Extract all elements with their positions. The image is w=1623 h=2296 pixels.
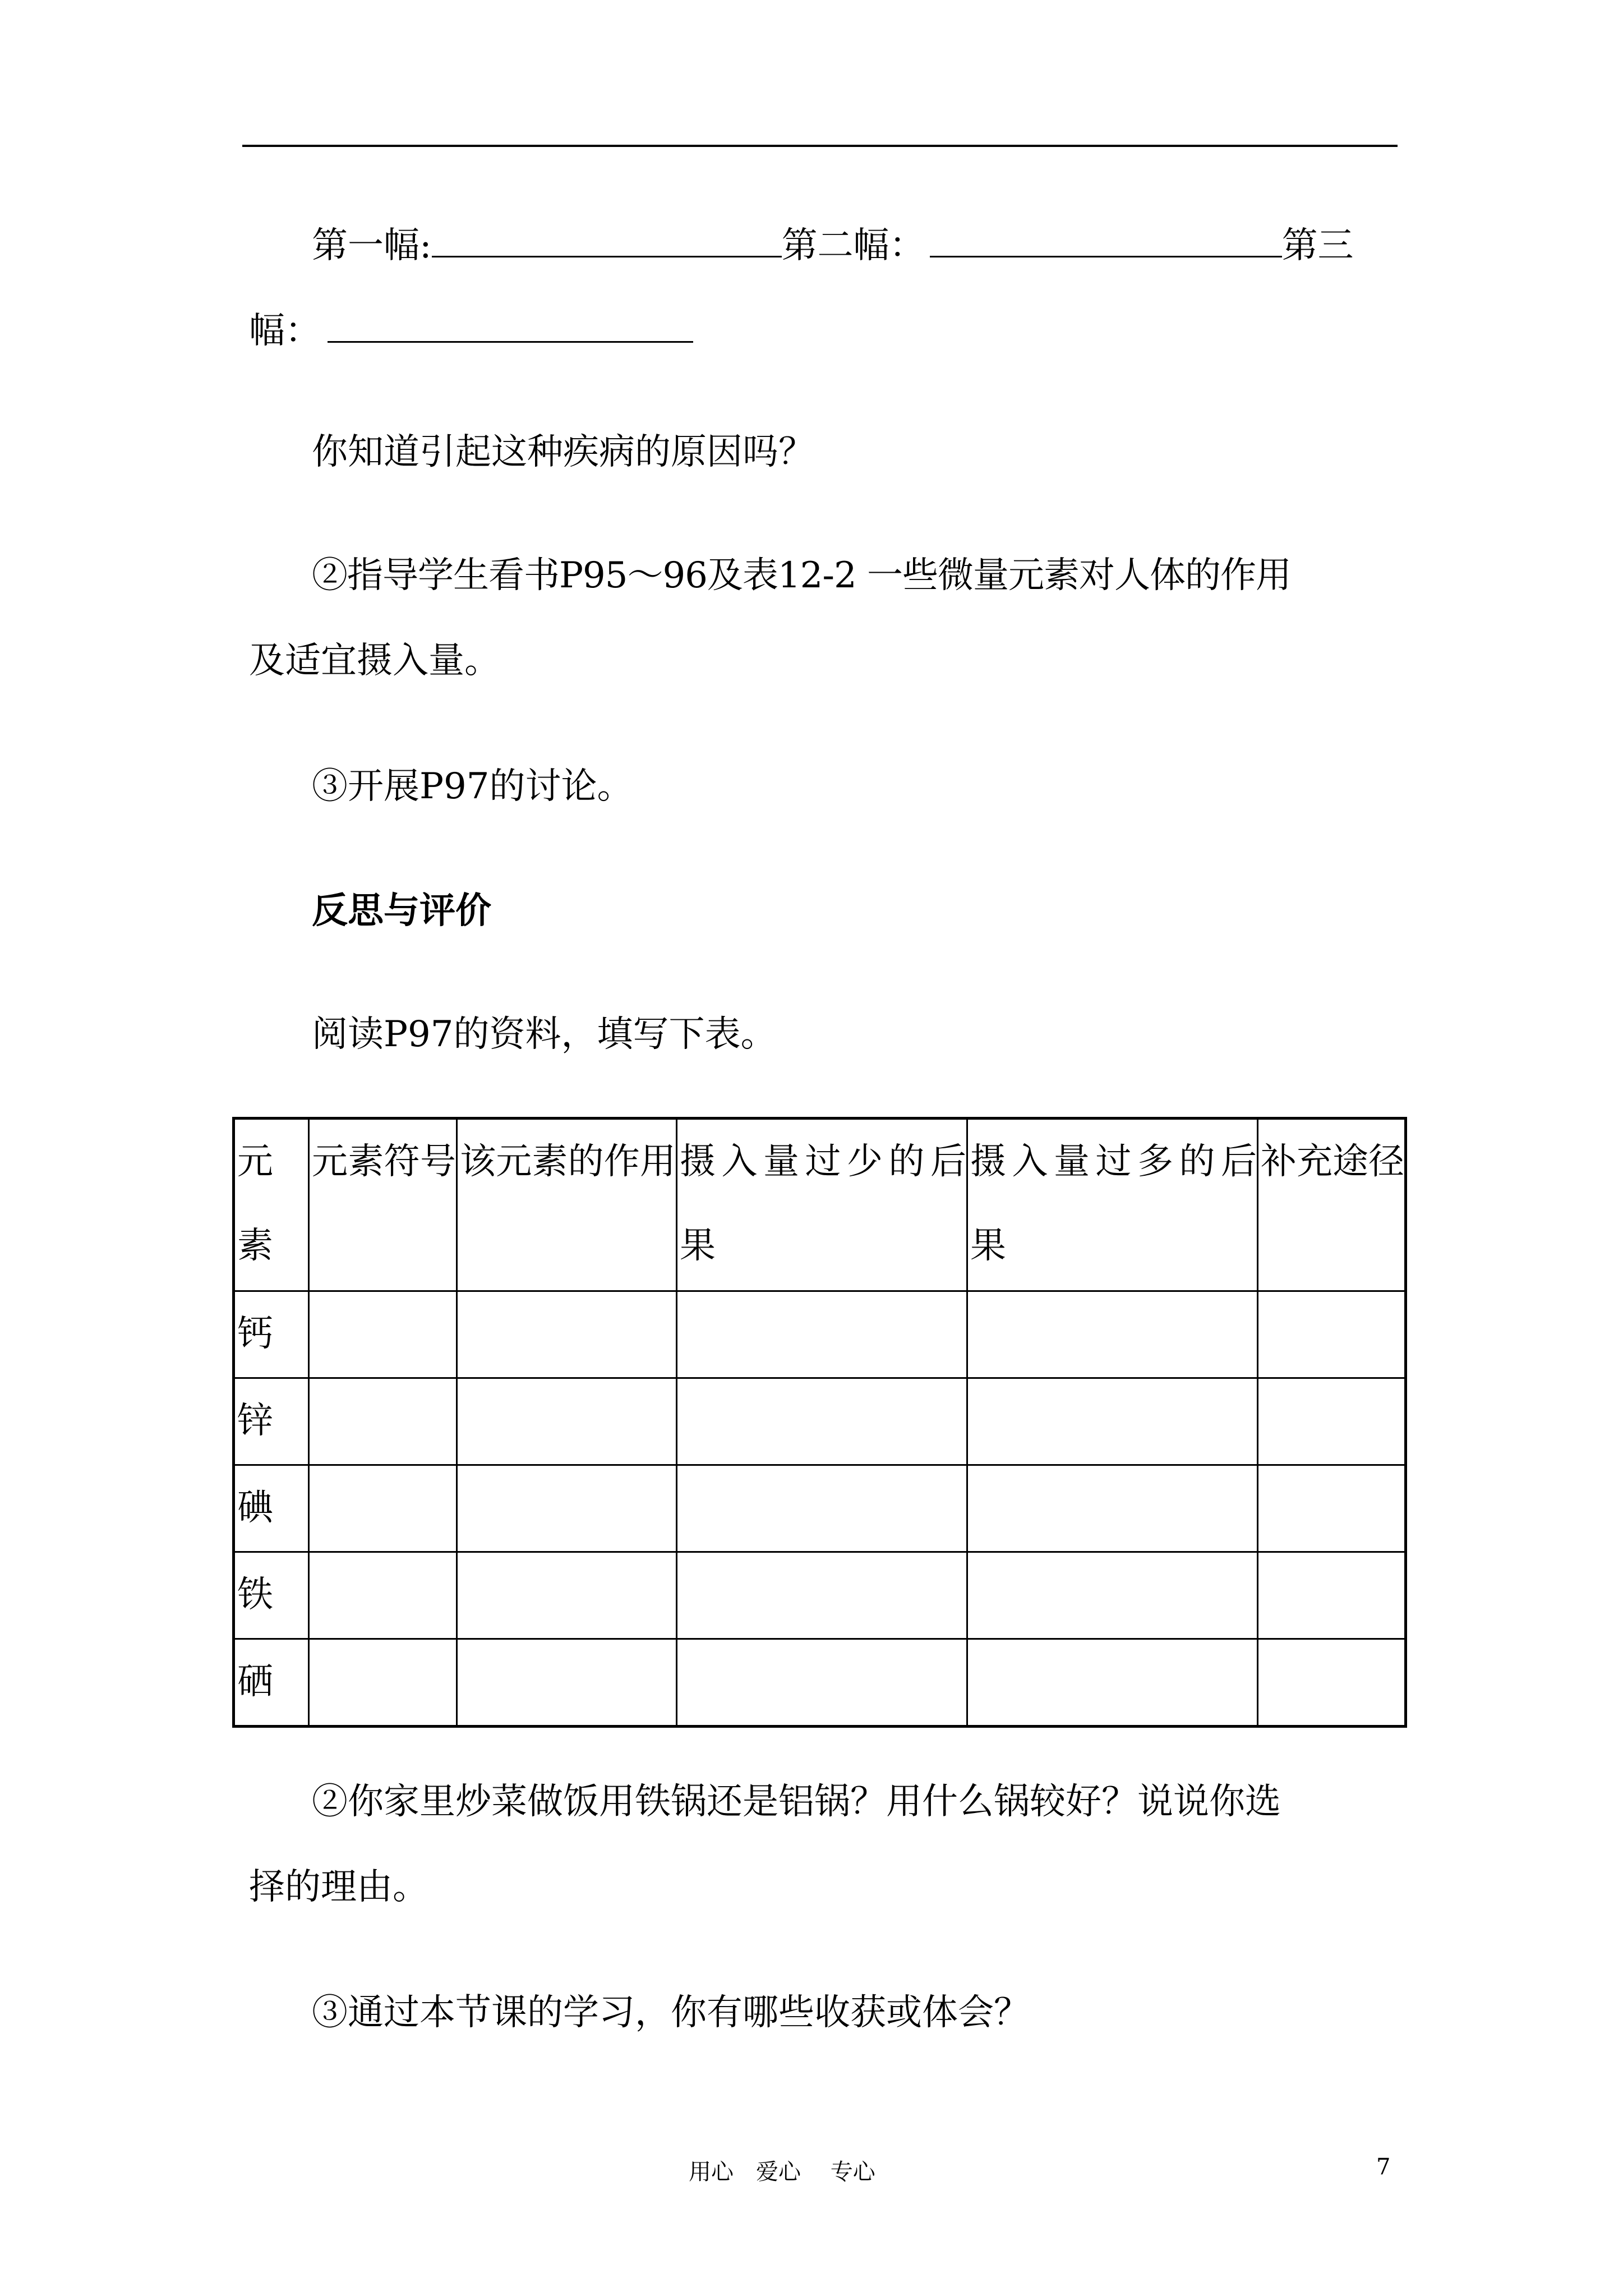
table-cell[interactable] — [967, 1639, 1258, 1727]
table-cell[interactable] — [457, 1291, 677, 1378]
row-element-name: 碘 — [234, 1465, 309, 1552]
table-cell[interactable] — [967, 1465, 1258, 1552]
row-element-name: 锌 — [234, 1378, 309, 1465]
fill-blank-1[interactable] — [432, 223, 782, 257]
table-cell[interactable] — [1258, 1291, 1406, 1378]
table-cell[interactable] — [967, 1378, 1258, 1465]
question-cookware: ②你家里炒菜做饭用铁锅还是铝锅？用什么锅较好？说说你选 — [312, 1781, 1281, 1823]
table-cell[interactable] — [967, 1552, 1258, 1639]
row-element-name: 硒 — [234, 1639, 309, 1727]
table-cell[interactable] — [677, 1552, 967, 1639]
table-cell[interactable] — [677, 1639, 967, 1727]
table-row — [234, 1291, 1406, 1378]
table-cell[interactable] — [967, 1291, 1258, 1378]
header-excess: 摄入量过多的后果 — [967, 1119, 1258, 1291]
table-cell[interactable] — [677, 1465, 967, 1552]
read-instruction: 阅读P97的资料，填写下表。 — [312, 1014, 777, 1055]
fill-label-1: 第一幅: — [312, 225, 432, 266]
table-cell[interactable] — [677, 1291, 967, 1378]
page-number: 7 — [1376, 2154, 1391, 2180]
fill-label-3: 第三 — [1281, 225, 1354, 266]
table-cell[interactable] — [309, 1291, 457, 1378]
table-cell[interactable] — [1258, 1465, 1406, 1552]
fill-blank-3[interactable] — [328, 309, 693, 343]
element-table — [232, 1117, 1407, 1728]
table-cell[interactable] — [309, 1639, 457, 1727]
fill-line-2 — [249, 309, 693, 352]
guide-item-3: ③开展P97的讨论。 — [312, 766, 633, 807]
table-row — [234, 1378, 1406, 1465]
guide-item-2: ②指导学生看书P95～96及表12-2 一些微量元素对人体的作用 — [312, 555, 1292, 596]
fill-label-3-cont: 幅： — [249, 310, 321, 352]
table-cell[interactable] — [457, 1465, 677, 1552]
question-reflection: ③通过本节课的学习，你有哪些收获或体会？ — [312, 1992, 1030, 2033]
row-element-name: 铁 — [234, 1552, 309, 1639]
table-cell[interactable] — [1258, 1378, 1406, 1465]
guide-item-2-cont: 及适宜摄入量。 — [249, 640, 500, 682]
table-row — [234, 1552, 1406, 1639]
row-element-name: 钙 — [234, 1291, 309, 1378]
footer-motto: 用心 爱心 专心 — [689, 2159, 875, 2185]
table-cell[interactable] — [457, 1639, 677, 1727]
table-row — [234, 1465, 1406, 1552]
question-cause: 你知道引起这种疾病的原因吗？ — [312, 431, 814, 473]
header-supplement: 补充途径 — [1258, 1119, 1406, 1291]
header-deficiency: 摄入量过少的后果 — [677, 1119, 967, 1291]
table-cell[interactable] — [309, 1552, 457, 1639]
header-rule — [242, 145, 1398, 147]
table-cell[interactable] — [677, 1378, 967, 1465]
section-title: 反思与评价 — [312, 890, 491, 932]
question-cookware-cont: 择的理由。 — [249, 1866, 428, 1908]
table-cell[interactable] — [1258, 1639, 1406, 1727]
table-cell[interactable] — [1258, 1552, 1406, 1639]
table-cell[interactable] — [309, 1465, 457, 1552]
table-cell[interactable] — [457, 1378, 677, 1465]
header-element: 元素 — [234, 1119, 309, 1291]
table-cell[interactable] — [309, 1378, 457, 1465]
table-cell[interactable] — [457, 1552, 677, 1639]
table-header-row — [234, 1119, 1406, 1291]
header-function: 该元素的作用 — [457, 1119, 677, 1291]
fill-line-1 — [312, 223, 1354, 264]
fill-blank-2[interactable] — [930, 223, 1282, 257]
header-symbol: 元素符号 — [309, 1119, 457, 1291]
table-row — [234, 1639, 1406, 1727]
fill-label-2: 第二幅： — [781, 225, 925, 266]
